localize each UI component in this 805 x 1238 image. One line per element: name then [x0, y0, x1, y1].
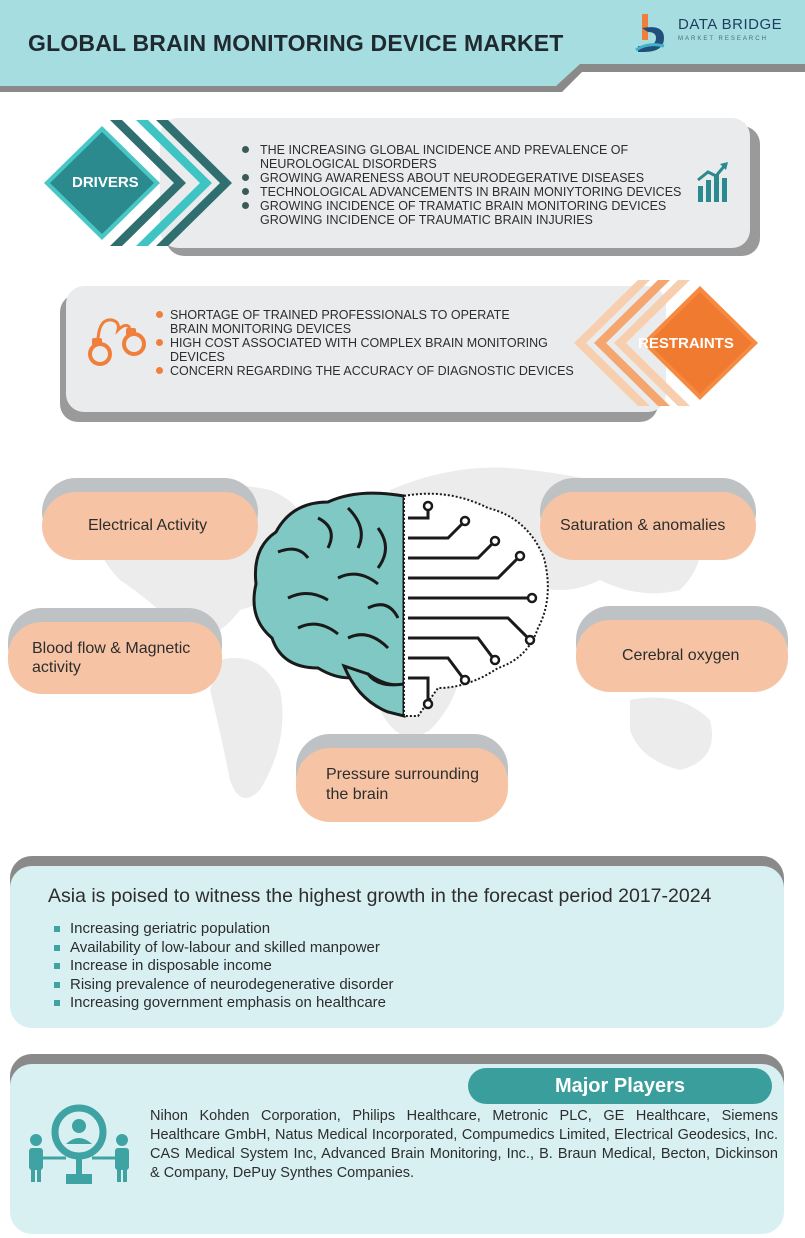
list-item: CONCERN REGARDING THE ACCURACY OF DIAGNOSTIC DEVICES: [156, 364, 606, 378]
cerebral-oxygen-pill: [576, 620, 788, 692]
logo-tagline: MARKET RESEARCH: [678, 36, 768, 42]
list-item: DEVICES: [170, 350, 225, 364]
list-item: Increasing government emphasis on healthcare: [50, 994, 610, 1013]
list-item: HIGH COST ASSOCIATED WITH COMPLEX BRAIN MONITORING: [156, 336, 606, 350]
drivers-label: DRIVERS: [72, 174, 139, 191]
blood-flow-pill: [8, 622, 222, 694]
list-item: GROWING INCIDENCE OF TRAMATIC BRAIN MONITORING DEVICES: [242, 199, 692, 213]
brain-circuit-icon: [248, 488, 554, 720]
list-item: NEUROLOGICAL DISORDERS: [260, 157, 437, 171]
players-text: Nihon Kohden Corporation, Philips Healthcare, Metronic PLC, GE Healthcare, Siemens Healthcare GmbH, Natus Medical Incorporated, Compumedics Limited, Electrical Geodesics, Inc. CAS Medical System Inc, Advanced Brain Monitoring, Inc., B. Braun Medical, Becton, Dickinson & Company, DePuy Synthes Companies.: [150, 1108, 778, 1181]
list-item: Rising prevalence of neurodegenerative disorder: [50, 976, 610, 995]
growth-chart-icon: [696, 160, 730, 204]
restraints-list: [156, 308, 606, 378]
pressure-pill: [296, 748, 508, 822]
major-players-badge: Major Players: [468, 1068, 772, 1104]
list-item: SHORTAGE OF TRAINED PROFESSIONALS TO OPERATE: [156, 308, 606, 322]
list-item: GROWING INCIDENCE OF TRAUMATIC BRAIN INJURIES: [260, 213, 593, 227]
blood-flow-label: Blood flow & Magnetic activity: [32, 640, 191, 676]
people-network-icon: [26, 1102, 132, 1188]
asia-list: [50, 920, 610, 1013]
pressure-label: Pressure surrounding the brain: [326, 766, 479, 803]
list-item: Increase in disposable income: [50, 957, 610, 976]
logo-name: DATA BRIDGE: [678, 16, 783, 33]
list-item: GROWING AWARENESS ABOUT NEURODEGERATIVE DISEASES: [242, 171, 692, 185]
handcuffs-icon: [86, 312, 152, 372]
electrical-activity-pill: [42, 492, 258, 560]
list-item: Increasing geriatric population: [50, 920, 610, 939]
saturation-anomalies-pill: [540, 492, 756, 560]
list-item: Availability of low-labour and skilled manpower: [50, 939, 610, 958]
page-title: GLOBAL BRAIN MONITORING DEVICE MARKET: [28, 30, 564, 56]
cerebral-oxygen-label: Cerebral oxygen: [622, 647, 740, 664]
electrical-activity-label: Electrical Activity: [88, 517, 208, 534]
asia-title: Asia is poised to witness the highest growth in the forecast period 2017-2024: [48, 885, 712, 907]
restraints-label: RESTRAINTS: [638, 335, 734, 352]
data-bridge-logo-icon: [634, 12, 674, 56]
list-item: BRAIN MONITORING DEVICES: [170, 322, 352, 336]
saturation-anomalies-label: Saturation & anomalies: [560, 517, 726, 534]
list-item: TECHNOLOGICAL ADVANCEMENTS IN BRAIN MONIYTORING DEVICES: [242, 185, 692, 199]
drivers-list: [242, 143, 692, 227]
list-item: THE INCREASING GLOBAL INCIDENCE AND PREVALENCE OF: [242, 143, 692, 157]
